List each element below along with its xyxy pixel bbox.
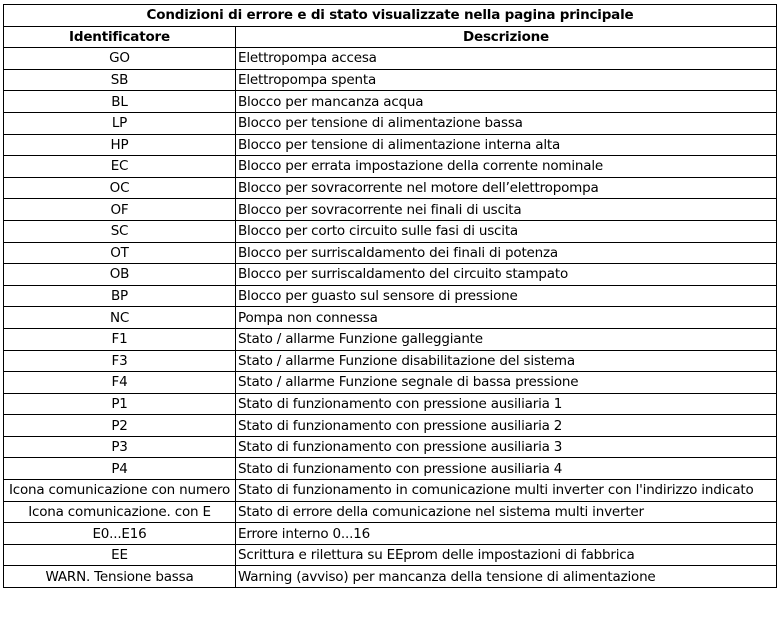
description-cell: Stato di funzionamento con pressione ausiliaria 1 xyxy=(236,393,777,415)
table-row xyxy=(4,177,777,199)
identifier-cell: OC xyxy=(4,177,236,199)
description-cell: Blocco per errata impostazione della corrente nominale xyxy=(236,156,777,178)
description-cell: Blocco per guasto sul sensore di pressione xyxy=(236,285,777,307)
identifier-cell: EE xyxy=(4,544,236,566)
identifier-cell: P1 xyxy=(4,393,236,415)
table-title: Condizioni di errore e di stato visualizzate nella pagina principale xyxy=(4,5,777,27)
description-cell: Blocco per corto circuito sulle fasi di uscita xyxy=(236,220,777,242)
identifier-cell: OT xyxy=(4,242,236,264)
identifier-cell: OB xyxy=(4,264,236,286)
identifier-cell: E0...E16 xyxy=(4,523,236,545)
description-cell: Stato di funzionamento con pressione ausiliaria 3 xyxy=(236,436,777,458)
description-cell: Pompa non connessa xyxy=(236,307,777,329)
identifier-cell: EC xyxy=(4,156,236,178)
description-cell: Scrittura e rilettura su EEprom delle impostazioni di fabbrica xyxy=(236,544,777,566)
table-row xyxy=(4,372,777,394)
identifier-cell: F3 xyxy=(4,350,236,372)
table-row xyxy=(4,69,777,91)
identifier-cell: P4 xyxy=(4,458,236,480)
identifier-cell: P3 xyxy=(4,436,236,458)
table-row xyxy=(4,156,777,178)
description-cell: Blocco per tensione di alimentazione bassa xyxy=(236,112,777,134)
identifier-cell: WARN. Tensione bassa xyxy=(4,566,236,588)
header-identifier: Identificatore xyxy=(4,26,236,48)
header-description: Descrizione xyxy=(236,26,777,48)
identifier-cell: F4 xyxy=(4,372,236,394)
table-row xyxy=(4,112,777,134)
description-cell: Blocco per surriscaldamento dei finali di potenza xyxy=(236,242,777,264)
description-cell: Stato di funzionamento in comunicazione multi inverter con l'indirizzo indicato xyxy=(236,480,777,502)
identifier-cell: Icona comunicazione con numero xyxy=(4,480,236,502)
table-row xyxy=(4,307,777,329)
identifier-cell: Icona comunicazione. con E xyxy=(4,501,236,523)
table-row xyxy=(4,566,777,588)
header-row xyxy=(4,26,777,48)
table-row xyxy=(4,48,777,70)
description-cell: Stato di funzionamento con pressione ausiliaria 2 xyxy=(236,415,777,437)
title-row xyxy=(4,5,777,27)
identifier-cell: F1 xyxy=(4,328,236,350)
table-row xyxy=(4,328,777,350)
description-cell: Warning (avviso) per mancanza della tensione di alimentazione xyxy=(236,566,777,588)
identifier-cell: SB xyxy=(4,69,236,91)
table-row xyxy=(4,393,777,415)
table-row xyxy=(4,501,777,523)
description-cell: Elettropompa spenta xyxy=(236,69,777,91)
identifier-cell: OF xyxy=(4,199,236,221)
table-row xyxy=(4,523,777,545)
identifier-cell: BP xyxy=(4,285,236,307)
table-row xyxy=(4,480,777,502)
table-row xyxy=(4,199,777,221)
description-cell: Blocco per mancanza acqua xyxy=(236,91,777,113)
description-cell: Errore interno 0...16 xyxy=(236,523,777,545)
table-row xyxy=(4,91,777,113)
table-row xyxy=(4,436,777,458)
description-cell: Stato / allarme Funzione disabilitazione del sistema xyxy=(236,350,777,372)
table-row xyxy=(4,134,777,156)
identifier-cell: HP xyxy=(4,134,236,156)
description-cell: Elettropompa accesa xyxy=(236,48,777,70)
description-cell: Blocco per surriscaldamento del circuito stampato xyxy=(236,264,777,286)
table-row xyxy=(4,285,777,307)
table-row xyxy=(4,242,777,264)
table-row xyxy=(4,458,777,480)
description-cell: Stato / allarme Funzione segnale di bassa pressione xyxy=(236,372,777,394)
table-row xyxy=(4,264,777,286)
identifier-cell: SC xyxy=(4,220,236,242)
table-row xyxy=(4,544,777,566)
table-row xyxy=(4,220,777,242)
description-cell: Blocco per sovracorrente nel motore dell’elettropompa xyxy=(236,177,777,199)
table-row xyxy=(4,415,777,437)
description-cell: Stato di errore della comunicazione nel sistema multi inverter xyxy=(236,501,777,523)
document-page xyxy=(3,4,777,588)
description-cell: Blocco per sovracorrente nei finali di uscita xyxy=(236,199,777,221)
table-row xyxy=(4,350,777,372)
description-cell: Blocco per tensione di alimentazione interna alta xyxy=(236,134,777,156)
identifier-cell: GO xyxy=(4,48,236,70)
identifier-cell: P2 xyxy=(4,415,236,437)
description-cell: Stato di funzionamento con pressione ausiliaria 4 xyxy=(236,458,777,480)
identifier-cell: BL xyxy=(4,91,236,113)
identifier-cell: LP xyxy=(4,112,236,134)
status-codes-table xyxy=(3,4,777,588)
identifier-cell: NC xyxy=(4,307,236,329)
description-cell: Stato / allarme Funzione galleggiante xyxy=(236,328,777,350)
table-body xyxy=(4,48,777,588)
